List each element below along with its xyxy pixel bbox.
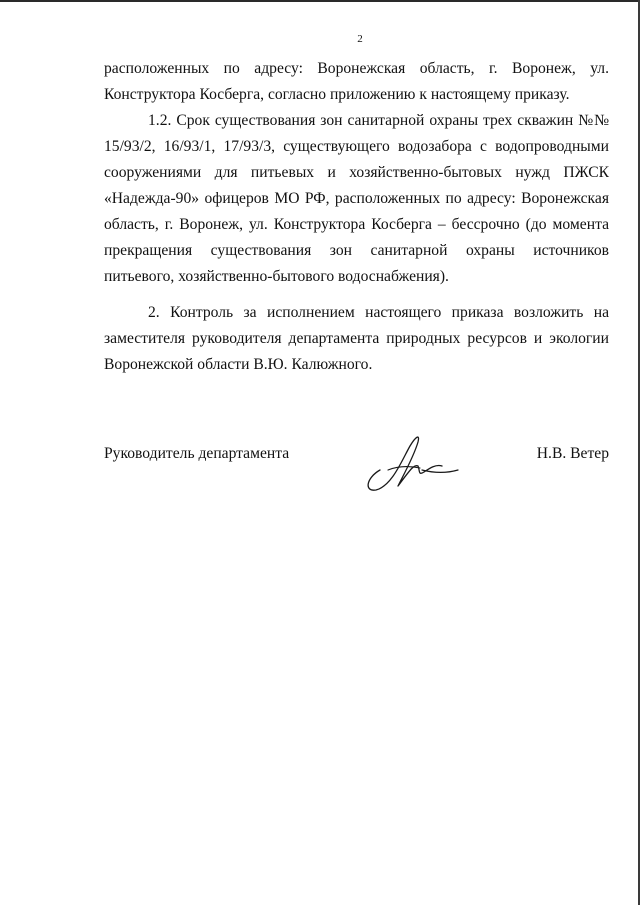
signature-block bbox=[104, 442, 609, 502]
page-number: 2 bbox=[357, 33, 363, 45]
signatory-title: Руководитель департамента bbox=[104, 445, 290, 462]
signatory-name: Н.В. Ветер bbox=[536, 445, 609, 462]
paragraph-address-continuation: расположенных по адресу: Воронежская область, г. Воронеж, ул. Конструктора Косберга, согласно приложению к настоящему приказу. bbox=[104, 60, 609, 103]
paragraph-1-2: 1.2. Срок существования зон санитарной охраны трех скважин №№ 15/93/2, 16/93/1, 17/93/3, существующего водозабора с водопроводными сооружениями для питьевых и хозяйственно-бытовых нужд ПЖСК «Надежда-90» офицеров МО РФ, расположенных по адресу: Воронежская область, г. Воронеж, ул. Конструктора Косберга – бессрочно (до момента прекращения существования зон санитарной охраны источников питьевого, хозяйственно-бытового водоснабжения). bbox=[104, 112, 609, 285]
paragraph-2: 2. Контроль за исполнением настоящего приказа возложить на заместителя руководителя департамента природных ресурсов и экологии Воронежской области В.Ю. Калюжного. bbox=[104, 304, 609, 373]
handwritten-signature bbox=[358, 426, 468, 496]
scan-top-border bbox=[0, 0, 640, 2]
document-body bbox=[104, 56, 609, 378]
